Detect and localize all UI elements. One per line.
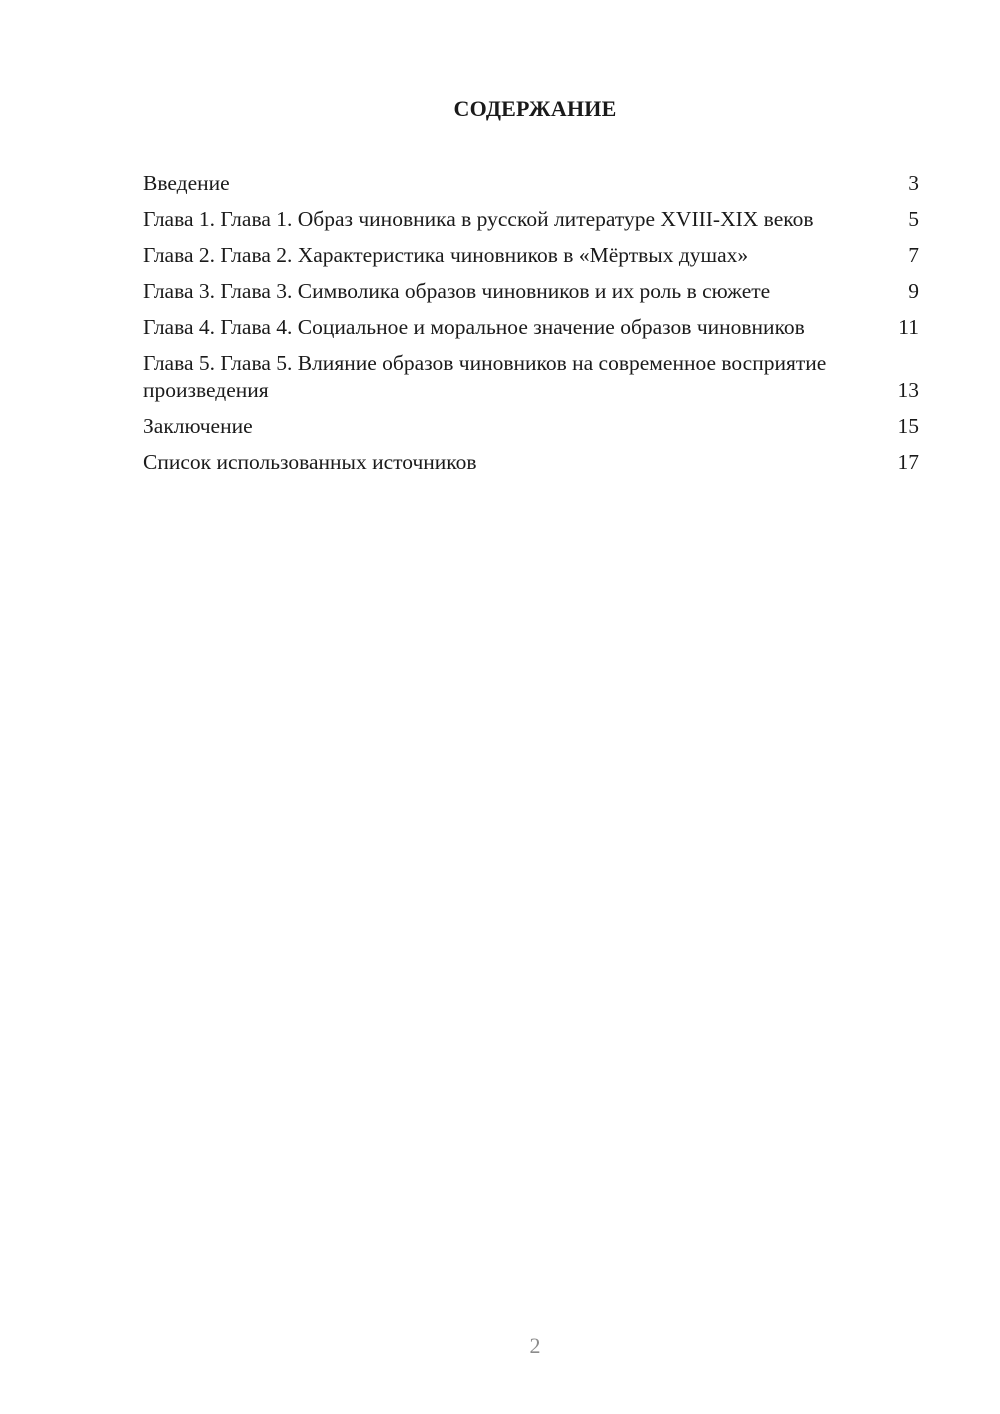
toc-entry [143, 242, 919, 269]
toc-entry-page: 11 [898, 315, 919, 339]
toc-entry-page: 17 [897, 450, 919, 474]
toc-entry-page: 3 [908, 171, 919, 195]
toc-entry [143, 449, 919, 476]
toc-entry-title: Заключение [143, 414, 253, 438]
toc-entry-title: Глава 3. Глава 3. Символика образов чиновников и их роль в сюжете [143, 279, 771, 303]
toc-entry [143, 206, 919, 233]
toc-entry [143, 314, 919, 341]
toc-entry-title: Глава 4. Глава 4. Социальное и моральное значение образов чиновников [143, 315, 805, 339]
toc-entry-title: Глава 2. Глава 2. Характеристика чиновников в «Мёртвых душах» [143, 243, 749, 267]
toc-entry-title: Глава 5. Глава 5. Влияние образов чиновников на современное восприятие произведения [143, 351, 827, 402]
toc-entry-title: Введение [143, 171, 230, 195]
toc-entry-page: 7 [908, 243, 919, 267]
toc-entry-page: 5 [908, 207, 919, 231]
toc-entry [143, 350, 919, 404]
toc-entry [143, 413, 919, 440]
table-of-contents [143, 170, 919, 485]
toc-entry [143, 278, 919, 305]
toc-entry-page: 13 [897, 378, 919, 402]
toc-entry-title: Список использованных источников [143, 450, 477, 474]
toc-entry-page: 15 [897, 414, 919, 438]
page-number: 2 [529, 1333, 541, 1358]
page-title: СОДЕРЖАНИЕ [453, 96, 617, 121]
toc-entry-title: Глава 1. Глава 1. Образ чиновника в русской литературе XVIII-XIX веков [143, 207, 814, 231]
toc-entry-page: 9 [908, 279, 919, 303]
toc-entry [143, 170, 919, 197]
